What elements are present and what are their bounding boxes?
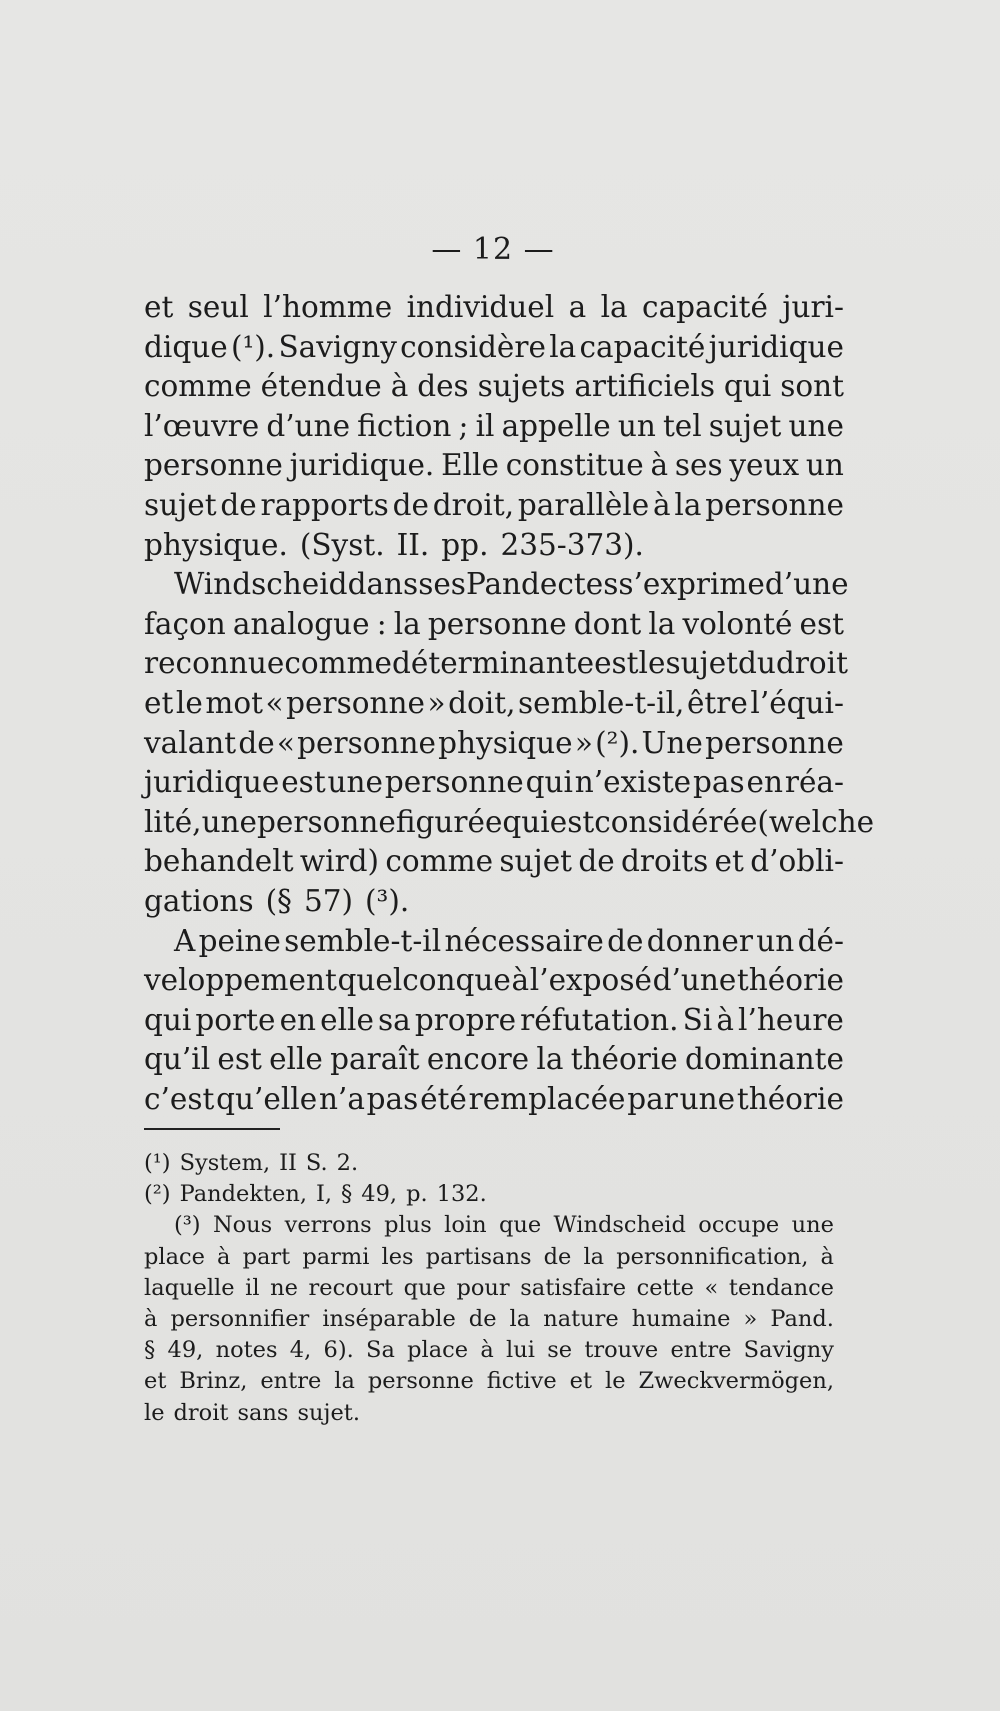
- word: satisfaire: [520, 1274, 627, 1301]
- word: analogue: [232, 606, 370, 641]
- word: que: [403, 1274, 446, 1301]
- word: droit: [775, 646, 848, 681]
- word: à: [480, 1337, 494, 1364]
- word: est: [549, 804, 595, 839]
- word: 132.: [436, 1181, 487, 1208]
- word: nature: [543, 1305, 619, 1332]
- word: (¹): [144, 1150, 171, 1176]
- word: appelle: [501, 408, 611, 443]
- word: Si: [682, 1002, 713, 1037]
- word: personne: [144, 448, 283, 483]
- word: la: [393, 606, 421, 641]
- word: 49,: [361, 1181, 398, 1208]
- body-text-line: [144, 842, 844, 882]
- word: seul: [187, 290, 249, 324]
- body-text-line: [144, 486, 844, 526]
- word: (³).: [364, 883, 410, 918]
- word: ;: [458, 408, 469, 443]
- word: à: [653, 487, 671, 522]
- word: une: [788, 408, 844, 443]
- word: pas: [366, 1081, 419, 1116]
- word: considérée: [594, 804, 758, 839]
- word: «: [704, 1274, 719, 1301]
- word: pp.: [441, 527, 489, 562]
- word: Nous: [212, 1212, 273, 1239]
- body-text-line: [144, 1040, 844, 1080]
- word: plus: [384, 1212, 432, 1239]
- word: et: [569, 1368, 592, 1395]
- body-text-line: [144, 288, 844, 328]
- word: droit,: [432, 487, 515, 522]
- word: dique: [144, 329, 228, 364]
- word: (§: [265, 883, 292, 918]
- word: s’exprime: [618, 567, 765, 602]
- footnote-line: [144, 1242, 834, 1273]
- body-text-line: [144, 407, 844, 447]
- word: humaine: [631, 1305, 731, 1332]
- word: le: [144, 1399, 165, 1426]
- word: sujet: [499, 844, 573, 879]
- body-text-line: [144, 803, 875, 843]
- word: et: [144, 290, 174, 324]
- word: d’une: [652, 963, 737, 998]
- word: dé-: [797, 923, 844, 958]
- word: sujet: [144, 487, 217, 522]
- body-text-line: [144, 684, 844, 724]
- word: entre: [670, 1337, 732, 1364]
- footnote-line: [144, 1179, 834, 1210]
- word: 57): [303, 883, 353, 918]
- word: volonté: [682, 606, 793, 641]
- word: qui: [144, 1002, 192, 1037]
- word: place: [144, 1243, 205, 1270]
- body-text-line: [144, 446, 844, 486]
- word: Windscheid: [174, 567, 348, 602]
- word: à: [390, 369, 409, 404]
- word: qu’elle: [216, 1081, 318, 1116]
- body-text-line: [144, 1001, 844, 1041]
- word: un: [617, 408, 656, 443]
- word: comme: [144, 369, 252, 404]
- word: les: [381, 1243, 414, 1270]
- word: §: [341, 1181, 353, 1208]
- word: ne: [270, 1274, 298, 1301]
- word: remplacée: [468, 1081, 626, 1116]
- word: l’heure: [738, 1002, 844, 1037]
- word: la: [334, 1368, 355, 1395]
- word: gations: [144, 883, 254, 918]
- body-text-line: [144, 882, 844, 922]
- word: tel: [662, 408, 702, 443]
- word: pas: [693, 765, 745, 800]
- word: pour: [456, 1274, 510, 1301]
- word: (²).: [595, 725, 640, 760]
- word: réfutation.: [520, 1002, 679, 1037]
- word: sans: [237, 1399, 289, 1426]
- word: sujets: [477, 369, 566, 404]
- word: »: [427, 685, 446, 720]
- word: Pandekten,: [179, 1181, 307, 1208]
- word: ses: [674, 448, 723, 483]
- word: A: [174, 923, 196, 958]
- word: place: [407, 1337, 469, 1364]
- word: Brinz,: [179, 1368, 248, 1395]
- word: yeux: [729, 448, 800, 483]
- word: un: [756, 923, 795, 958]
- word: est: [217, 1042, 262, 1077]
- word: Windscheid: [553, 1212, 686, 1239]
- word: personne: [297, 725, 436, 760]
- word: c’est: [144, 1081, 215, 1116]
- word: II.: [396, 527, 430, 562]
- word: à: [716, 1002, 734, 1037]
- word: l’homme: [263, 290, 393, 324]
- word: la: [583, 1243, 605, 1270]
- word: de: [238, 725, 275, 760]
- word: «: [265, 685, 284, 720]
- body-text-line: [144, 1080, 844, 1120]
- footnote-line: [144, 1148, 834, 1179]
- word: par: [627, 1081, 678, 1116]
- word: qu’il: [144, 1042, 211, 1077]
- word: notes: [215, 1337, 278, 1364]
- word: ses: [418, 567, 466, 602]
- word: d’une: [764, 567, 849, 602]
- word: 2.: [336, 1150, 359, 1176]
- word: d’obli-: [750, 844, 844, 879]
- word: sujet.: [297, 1399, 360, 1426]
- word: porte: [195, 1002, 276, 1037]
- word: semble-t-il: [284, 923, 442, 958]
- body-text-line: [144, 367, 844, 407]
- word: S.: [305, 1150, 328, 1176]
- word: elle: [269, 1042, 323, 1077]
- word: n’a: [318, 1081, 365, 1116]
- word: Une: [641, 725, 703, 760]
- body-text-line: [144, 961, 844, 1001]
- word: théorie: [570, 1042, 678, 1077]
- word: physique.: [144, 527, 288, 562]
- word: cette: [636, 1274, 694, 1301]
- body-text-line: [144, 922, 844, 962]
- word: personne: [705, 487, 844, 522]
- body-text-line: [144, 526, 844, 566]
- word: est: [281, 765, 326, 800]
- word: rapports: [260, 487, 389, 522]
- word: la: [600, 290, 628, 324]
- word: et: [144, 685, 174, 720]
- word: l’équi-: [750, 685, 844, 720]
- word: donner: [646, 923, 753, 958]
- word: part: [242, 1243, 291, 1270]
- word: personne: [705, 725, 844, 760]
- word: II: [279, 1150, 297, 1176]
- footnote-line: [144, 1304, 834, 1335]
- word: à: [820, 1243, 834, 1270]
- word: de: [468, 1305, 497, 1332]
- word: est: [799, 606, 844, 641]
- word: «: [276, 725, 295, 760]
- word: un: [805, 448, 844, 483]
- word: sa: [378, 1002, 411, 1037]
- word: la: [648, 606, 676, 641]
- footnote-line: [144, 1273, 834, 1304]
- word: une: [327, 765, 384, 800]
- word: en: [279, 1002, 317, 1037]
- word: fiction: [357, 408, 452, 443]
- word: juridique.: [289, 448, 435, 483]
- word: il: [245, 1274, 260, 1301]
- word: et: [714, 844, 744, 879]
- word: à: [144, 1305, 158, 1332]
- word: verrons: [284, 1212, 372, 1239]
- word: d’une: [266, 408, 351, 443]
- word: la: [549, 329, 577, 364]
- word: I,: [315, 1181, 333, 1208]
- word: dont: [573, 606, 642, 641]
- word: lui: [506, 1337, 535, 1364]
- word: comme: [385, 844, 494, 879]
- word: qui: [723, 369, 772, 404]
- body-text-line: [144, 328, 844, 368]
- word: Zweckvermögen,: [638, 1368, 834, 1395]
- word: nécessaire: [444, 923, 604, 958]
- word: à: [217, 1243, 231, 1270]
- word: 6).: [323, 1337, 354, 1364]
- footnote-line: [144, 1398, 834, 1429]
- word: et: [144, 1368, 167, 1395]
- word: semble-t-il,: [518, 685, 685, 720]
- word: considère: [400, 329, 546, 364]
- word: qui: [502, 804, 550, 839]
- word: behandelt: [144, 844, 294, 879]
- word: personne: [384, 765, 524, 800]
- word: encore: [426, 1042, 530, 1077]
- word: lité,: [144, 804, 202, 839]
- word: l’œuvre: [144, 408, 260, 443]
- body-text-line: [144, 605, 844, 645]
- word: quelconque: [337, 963, 511, 998]
- word: artificiels: [574, 369, 715, 404]
- word: paraît: [330, 1042, 420, 1077]
- word: partisans: [425, 1243, 532, 1270]
- word: constitue: [505, 448, 644, 483]
- word: 4,: [289, 1337, 312, 1364]
- word: trouve: [584, 1337, 659, 1364]
- word: personne: [286, 685, 425, 720]
- footnotes: [144, 1148, 834, 1429]
- body-text-line: [144, 763, 844, 803]
- word: façon: [144, 606, 226, 641]
- word: de: [220, 487, 257, 522]
- word: (¹).: [230, 329, 276, 364]
- word: p.: [406, 1181, 428, 1208]
- word: loin: [444, 1212, 487, 1239]
- word: une: [201, 804, 258, 839]
- word: parmi: [302, 1243, 370, 1270]
- word: la: [536, 1042, 564, 1077]
- word: figurée: [395, 804, 503, 839]
- word: juridique: [144, 765, 280, 800]
- word: été: [420, 1081, 467, 1116]
- word: tendance: [728, 1274, 834, 1301]
- word: dominante: [685, 1042, 844, 1077]
- word: se: [547, 1337, 573, 1364]
- word: sujet: [708, 408, 782, 443]
- word: Pand.: [770, 1305, 834, 1332]
- word: valant: [144, 725, 237, 760]
- word: personnification,: [616, 1243, 809, 1270]
- footnote-line: [144, 1366, 834, 1397]
- word: §: [144, 1337, 156, 1364]
- body-text-line: [144, 565, 849, 605]
- word: doit,: [448, 685, 516, 720]
- word: (Syst.: [299, 527, 385, 562]
- word: sont: [780, 369, 844, 404]
- word: reconnue: [144, 646, 285, 681]
- footnote-line: [144, 1210, 834, 1241]
- word: est: [594, 646, 639, 681]
- word: peine: [198, 923, 281, 958]
- word: occupe: [698, 1212, 780, 1239]
- word: individuel: [406, 290, 555, 324]
- word: personne: [257, 804, 396, 839]
- word: a: [568, 290, 587, 324]
- word: (³): [174, 1212, 201, 1239]
- word: le: [605, 1368, 626, 1395]
- word: n’existe: [574, 765, 692, 800]
- word: le: [638, 646, 666, 681]
- word: 235-373).: [500, 527, 644, 562]
- word: 49,: [167, 1337, 204, 1364]
- word: sujet: [665, 646, 739, 681]
- word: veloppement: [144, 963, 337, 998]
- page-number: — 12 —: [431, 232, 555, 267]
- word: comme: [284, 646, 392, 681]
- word: capacité: [642, 290, 768, 324]
- footnote-line: [144, 1335, 834, 1366]
- word: mot: [205, 685, 263, 720]
- word: personnifier: [170, 1305, 310, 1332]
- word: Sa: [366, 1337, 395, 1364]
- word: en: [746, 765, 783, 800]
- word: laquelle: [144, 1274, 235, 1301]
- word: personne: [367, 1368, 474, 1395]
- word: propre: [414, 1002, 517, 1037]
- word: que: [498, 1212, 542, 1239]
- footnote-rule: [144, 1128, 280, 1130]
- word: fictive: [486, 1368, 557, 1395]
- body-text: [144, 288, 875, 1119]
- word: (²): [144, 1181, 171, 1208]
- word: elle: [320, 1002, 374, 1037]
- word: capacité: [579, 329, 706, 364]
- word: entre: [260, 1368, 322, 1395]
- word: »: [574, 725, 593, 760]
- word: il: [475, 408, 495, 443]
- word: le: [175, 685, 203, 720]
- word: Savigny: [278, 329, 397, 364]
- word: wird): [299, 844, 380, 879]
- word: Savigny: [743, 1337, 834, 1364]
- word: l’exposé: [529, 963, 652, 998]
- word: la: [509, 1305, 531, 1332]
- word: du: [738, 646, 776, 681]
- word: théorie: [736, 963, 844, 998]
- word: juri-: [782, 290, 844, 324]
- word: (welche: [757, 804, 875, 839]
- word: étendue: [260, 369, 382, 404]
- word: juridique: [708, 329, 844, 364]
- body-text-line: [144, 644, 848, 684]
- word: la: [674, 487, 702, 522]
- word: System,: [179, 1150, 271, 1176]
- word: une: [791, 1212, 834, 1239]
- word: qui: [525, 765, 573, 800]
- word: être: [686, 685, 748, 720]
- body-text-line: [144, 724, 844, 764]
- word: dans: [347, 567, 419, 602]
- word: déterminante: [392, 646, 595, 681]
- word: de: [578, 844, 615, 879]
- word: théorie: [736, 1081, 844, 1116]
- word: Elle: [441, 448, 499, 483]
- word: de: [607, 923, 644, 958]
- word: physique: [438, 725, 573, 760]
- word: inséparable: [322, 1305, 456, 1332]
- word: droits: [621, 844, 709, 879]
- word: »: [743, 1305, 758, 1332]
- word: recourt: [308, 1274, 394, 1301]
- word: une: [679, 1081, 736, 1116]
- word: droit: [173, 1399, 229, 1426]
- word: de: [392, 487, 429, 522]
- word: des: [417, 369, 469, 404]
- word: personne: [427, 606, 567, 641]
- word: parallèle: [517, 487, 650, 522]
- word: de: [543, 1243, 572, 1270]
- word: :: [376, 606, 387, 641]
- word: à: [511, 963, 530, 998]
- word: à: [650, 448, 669, 483]
- word: Pandectes: [465, 567, 619, 602]
- word: réa-: [784, 765, 844, 800]
